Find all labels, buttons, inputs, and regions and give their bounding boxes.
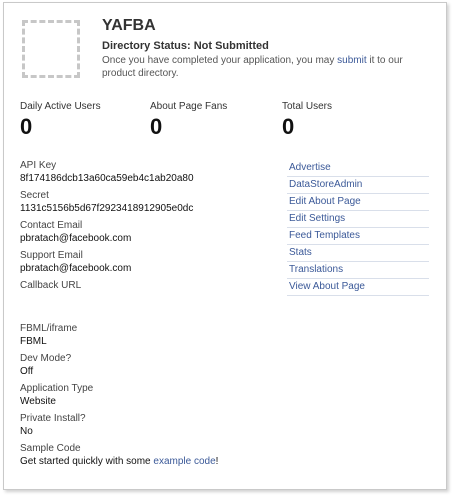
field-label: Contact Email xyxy=(20,220,83,231)
sample-code-before: Get started quickly with some xyxy=(20,456,154,467)
directory-desc-before: Once you have completed your application, you may xyxy=(102,55,338,66)
stat-label: About Page Fans xyxy=(150,101,228,112)
field-callback-url xyxy=(20,280,270,305)
field-label: Support Email xyxy=(20,250,83,261)
field-label: API Key xyxy=(20,160,57,171)
application-panel xyxy=(3,2,447,490)
fbml-iframe-value: FBML xyxy=(20,336,47,347)
menu-item-edit-about-page[interactable]: Edit About Page xyxy=(287,194,429,211)
field-api-key xyxy=(20,160,270,185)
stat-value: 0 xyxy=(20,114,33,139)
stat-label: Daily Active Users xyxy=(20,101,101,112)
menu-item-view-about-page[interactable]: View About Page xyxy=(287,279,429,296)
menu-item-stats[interactable]: Stats xyxy=(287,245,429,262)
field-contact-email xyxy=(20,220,270,245)
directory-description xyxy=(102,54,432,80)
support-email-value: pbratach@facebook.com xyxy=(20,263,132,274)
app-logo-placeholder xyxy=(22,20,80,78)
secret-value: 1131c5156b5d67f2923418912905e0dc xyxy=(20,203,194,214)
app-details xyxy=(20,160,270,473)
menu-item-feed-templates[interactable]: Feed Templates xyxy=(287,228,429,245)
field-support-email xyxy=(20,250,270,275)
stat-value: 0 xyxy=(282,114,295,139)
menu-item-edit-settings[interactable]: Edit Settings xyxy=(287,211,429,228)
private-install-value: No xyxy=(20,426,33,437)
field-private-install xyxy=(20,413,270,438)
directory-desc-after: it to our product directory. xyxy=(102,55,403,79)
stat-value: 0 xyxy=(150,114,163,139)
sample-code-value xyxy=(20,455,270,468)
menu-item-advertise[interactable]: Advertise xyxy=(287,160,429,177)
sample-code-after: ! xyxy=(215,456,219,467)
field-label: Sample Code xyxy=(20,443,81,454)
app-actions-menu xyxy=(287,160,429,296)
field-label: Callback URL xyxy=(20,280,82,291)
directory-status: Directory Status: Not Submitted xyxy=(102,40,269,52)
application-type-value: Website xyxy=(20,396,56,407)
submit-link[interactable]: submit xyxy=(337,55,367,66)
callback-url-value xyxy=(20,292,270,305)
field-application-type xyxy=(20,383,270,408)
stat-total-users xyxy=(282,101,332,139)
field-label: Private Install? xyxy=(20,413,86,424)
app-title: YAFBA xyxy=(102,17,156,34)
stat-label: Total Users xyxy=(282,101,333,112)
menu-item-translations[interactable]: Translations xyxy=(287,262,429,279)
example-code-link[interactable]: example code xyxy=(153,456,216,467)
stat-daily-active-users xyxy=(20,101,101,139)
stat-about-page-fans xyxy=(150,101,227,139)
field-secret xyxy=(20,190,270,215)
field-label: Dev Mode? xyxy=(20,353,72,364)
field-fbml-iframe xyxy=(20,323,270,348)
menu-item-datastoreadmin[interactable]: DataStoreAdmin xyxy=(287,177,429,194)
field-dev-mode xyxy=(20,353,270,378)
dev-mode-value: Off xyxy=(20,366,34,377)
field-label: Application Type xyxy=(20,383,94,394)
api-key-value: 8f174186dcb13a60ca59eb4c1ab20a80 xyxy=(20,173,194,184)
field-sample-code xyxy=(20,443,270,468)
contact-email-value: pbratach@facebook.com xyxy=(20,233,132,244)
field-label: FBML/iframe xyxy=(20,323,78,334)
field-label: Secret xyxy=(20,190,49,201)
